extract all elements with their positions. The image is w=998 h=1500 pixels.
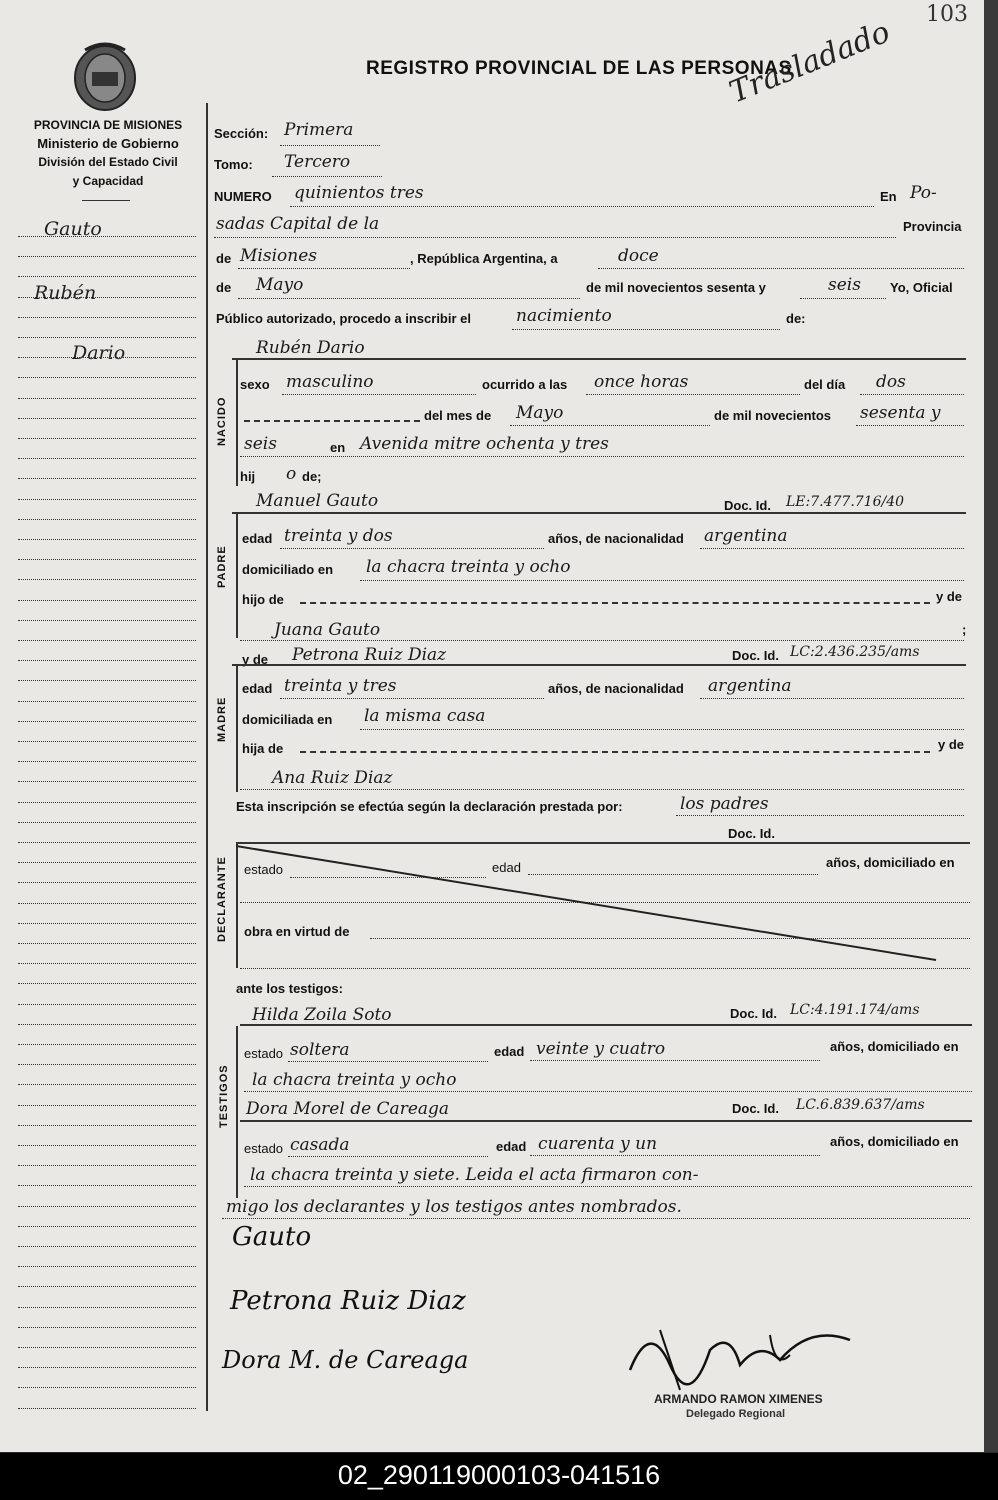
header-division: División del Estado Civil [38, 155, 178, 169]
testigo1-dom-rule [244, 1091, 972, 1092]
anio-acta-value: seis [828, 275, 861, 295]
padre-nombre-value: Manuel Gauto [256, 491, 379, 511]
signature-petrona: Petrona Ruiz Diaz [230, 1286, 466, 1316]
abuela-paterna-value: Juana Gauto [274, 620, 381, 640]
tomo-value: Tercero [284, 152, 351, 172]
margin-rule [18, 1064, 196, 1065]
cierre-value: migo los declarantes y los testigos antes nombrados. [226, 1197, 682, 1217]
obra-label: obra en virtud de [244, 924, 350, 939]
margin-rule [18, 680, 196, 681]
page-title: REGISTRO PROVINCIAL DE LAS PERSONAS [366, 58, 792, 79]
margin-rule [18, 660, 196, 661]
numero-label: NUMERO [214, 189, 272, 204]
de-semi-label: de; [302, 469, 322, 484]
abuela-paterna-rule [240, 640, 964, 641]
margin-rule [18, 478, 196, 479]
header-capacidad: y Capacidad [72, 174, 144, 188]
mes-acta-value: Mayo [256, 275, 304, 295]
declarante-doc-label: Doc. Id. [728, 826, 775, 841]
testigo1-dom-value: la chacra treinta y ocho [252, 1070, 457, 1090]
madre-nac-rule [700, 698, 964, 699]
margin-rule [18, 458, 196, 459]
madre-nac-label: años, de nacionalidad [548, 681, 684, 696]
padre-dom-label: domiciliado en [242, 562, 334, 577]
testigo2-dom-rule [244, 1186, 972, 1187]
side-first-name: Rubén [34, 282, 97, 304]
margin-rule [18, 317, 196, 318]
dia-value: dos [876, 372, 906, 392]
acto-value: nacimiento [516, 306, 612, 326]
oficial-stamp-name: ARMANDO RAMON XIMENES [654, 1392, 823, 1406]
republica-label: , República Argentina, a [410, 251, 558, 266]
declarante-strike-line [236, 842, 970, 966]
header-provincia: PROVINCIA DE MISIONES [33, 118, 183, 132]
margin-rule [18, 983, 196, 984]
margin-rule [18, 1387, 196, 1388]
ocurrido-label: ocurrido a las [482, 377, 568, 392]
madre-bar [236, 666, 238, 792]
padre-section-label: PADRE [216, 545, 228, 588]
mes-acta-rule [238, 298, 580, 299]
sexo-rule [282, 394, 476, 395]
testigo2-edad-value: cuarenta y un [538, 1134, 658, 1154]
margin-line [206, 103, 208, 1411]
margin-rule [18, 822, 196, 823]
margin-rule [18, 1125, 196, 1126]
del-dia-label: del día [804, 377, 846, 392]
margin-rule [18, 842, 196, 843]
signature-dora: Dora M. de Careaga [222, 1346, 469, 1374]
margin-rule [18, 1286, 196, 1287]
margin-rule [18, 398, 196, 399]
lugar-rule [240, 456, 964, 457]
numero-value: quinientos tres [294, 183, 424, 203]
lugar-value: Avenida mitre ochenta y tres [360, 434, 609, 454]
margin-rule [18, 418, 196, 419]
madre-rule [232, 664, 966, 666]
padre-bar [236, 514, 238, 638]
madre-dom-rule [360, 729, 964, 730]
mes-value: Mayo [516, 403, 564, 423]
margin-rule [18, 600, 196, 601]
mil2-label: de mil novecientos [714, 408, 832, 423]
margin-rule [18, 1327, 196, 1328]
testigo2-estado-label: estado [244, 1141, 284, 1156]
madre-dom-value: la misma casa [364, 706, 486, 726]
padre-doc-label: Doc. Id. [724, 498, 771, 513]
publico-label: Público autorizado, procedo a inscribir el [216, 311, 471, 326]
en-cont-value: sadas Capital de la [216, 214, 380, 234]
ante-testigos-label: ante los testigos: [236, 981, 343, 996]
en-cont-rule [214, 237, 896, 238]
margin-rule [18, 1004, 196, 1005]
madre-doc-value: LC:2.436.235/ams [790, 644, 920, 660]
madre-nombre-value: Petrona Ruiz Diaz [292, 645, 447, 665]
margin-rule [18, 519, 196, 520]
anio-acta-rule [800, 298, 886, 299]
numero-rule [290, 206, 874, 207]
margin-rule [18, 1367, 196, 1368]
margin-rule [18, 1185, 196, 1186]
anio-rule [856, 425, 964, 426]
sexo-label: sexo [240, 377, 270, 392]
testigo1-doc-value: LC:4.191.174/ams [790, 1002, 920, 1018]
margin-rule [18, 923, 196, 924]
testigo1-estado-value: soltera [290, 1040, 350, 1060]
testigos-section-label: TESTIGOS [218, 1064, 230, 1128]
en-value: Po- [910, 183, 937, 203]
anio2-value: seis [244, 434, 277, 454]
testigo1-rule [240, 1024, 972, 1026]
page-number: 103 [926, 2, 968, 27]
provincia-label: Provincia [903, 219, 962, 234]
dia-acta-value: doce [618, 246, 659, 266]
margin-rule [18, 1408, 196, 1409]
y-de-label: y de [936, 589, 963, 604]
inscripcion-label: Esta inscripción se efectúa según la declaración prestada por: [236, 799, 623, 814]
margin-rule [18, 337, 196, 338]
margin-rule [18, 1044, 196, 1045]
madre-edad-label: edad [242, 681, 273, 696]
testigo1-anios-label: años, domiciliado en [830, 1039, 959, 1054]
semicolon-label: ; [962, 622, 967, 637]
margin-rule [18, 882, 196, 883]
testigo2-nombre-value: Dora Morel de Careaga [246, 1099, 450, 1119]
margin-rule [18, 1266, 196, 1267]
declarante-section-label: DECLARANTE [216, 856, 228, 942]
hij-value: o [286, 464, 297, 484]
margin-rule [18, 943, 196, 944]
margin-rule [18, 377, 196, 378]
seccion-label: Sección: [214, 126, 269, 141]
testigo2-estado-rule [288, 1156, 488, 1157]
margin-rule [18, 579, 196, 580]
dia-rule [860, 394, 964, 395]
page-edge [984, 0, 998, 1452]
del-mes-label: del mes de [424, 408, 492, 423]
testigo1-edad-rule [530, 1060, 820, 1061]
testigo1-estado-rule [288, 1061, 488, 1062]
margin-rule [18, 1226, 196, 1227]
declarante-estado-label: estado [244, 862, 284, 877]
margin-rule [18, 781, 196, 782]
padre-edad-value: treinta y dos [284, 526, 393, 546]
declarante-value: los padres [680, 794, 769, 814]
margin-rule [18, 1347, 196, 1348]
margin-rule [18, 1024, 196, 1025]
margin-rule [18, 256, 196, 257]
testigo1-doc-label: Doc. Id. [730, 1006, 777, 1021]
dia-acta-rule [598, 268, 964, 269]
margin-rule [18, 1165, 196, 1166]
margin-rule [18, 1084, 196, 1085]
hora-rule [586, 394, 800, 395]
provincia-rule [238, 268, 410, 269]
oficial-stamp-cargo: Delegado Regional [686, 1408, 786, 1420]
testigos-bar [236, 1026, 238, 1198]
side-second-name: Dario [72, 342, 126, 364]
margin-rule [18, 862, 196, 863]
testigo2-doc-label: Doc. Id. [732, 1101, 779, 1116]
margin-rule [18, 276, 196, 277]
seccion-value: Primera [284, 120, 354, 140]
declarante-anios-label: años, domiciliado en [826, 855, 955, 870]
official-signature-icon [620, 1310, 860, 1400]
margin-rule [18, 559, 196, 560]
margin-rule [18, 640, 196, 641]
testigo2-edad-rule [530, 1155, 820, 1156]
hora-value: once horas [594, 372, 689, 392]
acto-rule [512, 329, 780, 330]
testigo2-anios-label: años, domiciliado en [830, 1134, 959, 1149]
testigo1-edad-label: edad [494, 1044, 525, 1059]
padre-rule [232, 512, 966, 514]
margin-rule [18, 1206, 196, 1207]
en-label: En [880, 189, 897, 204]
hijo-de-label: hijo de [242, 592, 284, 607]
margin-rule [18, 539, 196, 540]
hij-label: hij [240, 469, 256, 484]
padre-dom-value: la chacra treinta y ocho [366, 557, 571, 577]
margin-rule [18, 236, 196, 237]
madre-nac-value: argentina [708, 676, 792, 696]
margin-rule [18, 438, 196, 439]
madre-edad-value: treinta y tres [284, 676, 397, 696]
nacido-bar [236, 360, 238, 486]
nacido-nombre-value: Rubén Dario [256, 338, 365, 358]
padre-nac-label: años, de nacionalidad [548, 531, 684, 546]
hija-de-label: hija de [242, 741, 284, 756]
provincia-value: Misiones [240, 246, 317, 266]
margin-rule [18, 761, 196, 762]
testigo2-rule [240, 1120, 972, 1122]
padre-nac-value: argentina [704, 526, 788, 546]
margin-rule [18, 903, 196, 904]
padre-nac-rule [700, 548, 964, 549]
madre-dom-label: domiciliada en [242, 712, 333, 727]
margin-rule [18, 741, 196, 742]
declarante-bottom-rule [240, 968, 970, 969]
side-surname: Gauto [44, 218, 102, 240]
header-ministerio: Ministerio de Gobierno [37, 136, 179, 151]
margin-rule [18, 1145, 196, 1146]
yo-label: Yo, Oficial [890, 280, 953, 295]
header-separator [82, 200, 130, 201]
testigo1-edad-value: veinte y cuatro [536, 1039, 666, 1059]
testigo1-nombre-value: Hilda Zoila Soto [252, 1005, 392, 1025]
madre-section-label: MADRE [216, 696, 228, 742]
coat-of-arms-icon [70, 40, 140, 112]
trasladado-stamp: Trasladado [724, 14, 895, 111]
declarante-rule [676, 815, 964, 816]
sexo-value: masculino [286, 372, 374, 392]
de-colon-label: de: [786, 311, 806, 326]
madre-y-de-label: y de [242, 652, 269, 667]
testigo2-estado-value: casada [290, 1135, 350, 1155]
mil-label: de mil novecientos sesenta y [586, 280, 766, 295]
tomo-rule [272, 176, 382, 177]
anio-value: sesenta y [860, 403, 941, 423]
mes-rule [510, 425, 710, 426]
margin-rule [18, 802, 196, 803]
testigo2-edad-label: edad [496, 1139, 527, 1154]
abuela-materna-value: Ana Ruiz Diaz [272, 768, 393, 788]
margin-rule [18, 1105, 196, 1106]
madre-doc-label: Doc. Id. [732, 648, 779, 663]
declarante-edad-label: edad [492, 860, 521, 875]
testigo2-dom-value: la chacra treinta y siete. Leida el acta firmaron con- [250, 1165, 699, 1185]
nacido-section-label: NACIDO [216, 396, 228, 446]
cierre-rule [222, 1218, 970, 1219]
image-caption: 02_290119000103-041516 [0, 1453, 998, 1500]
de2-label: de [216, 280, 232, 295]
padre-edad-rule [280, 548, 544, 549]
y-de2-label: y de [938, 737, 965, 752]
hijo-de-dash [300, 602, 930, 604]
abuela-materna-rule [240, 789, 964, 790]
margin-rule [18, 721, 196, 722]
margin-rule [18, 963, 196, 964]
seccion-rule [280, 145, 380, 146]
padre-edad-label: edad [242, 531, 273, 546]
testigo2-doc-value: LC.6.839.637/ams [796, 1097, 925, 1113]
margin-rule [18, 297, 196, 298]
padre-dom-rule [360, 580, 964, 581]
nacido-blank-dash [244, 420, 420, 422]
margin-rule [18, 357, 196, 358]
madre-edad-rule [280, 698, 544, 699]
testigo1-estado-label: estado [244, 1046, 284, 1061]
tomo-label: Tomo: [214, 157, 253, 172]
margin-rule [18, 701, 196, 702]
margin-rule [18, 620, 196, 621]
de-label: de [216, 251, 232, 266]
signature-gauto: Gauto [232, 1222, 312, 1252]
en2-label: en [330, 440, 346, 455]
margin-rule [18, 1307, 196, 1308]
nacido-rule [232, 358, 966, 360]
padre-doc-value: LE:7.477.716/40 [786, 494, 905, 510]
margin-rule [18, 1246, 196, 1247]
hija-de-dash [300, 751, 930, 753]
margin-rule [18, 499, 196, 500]
